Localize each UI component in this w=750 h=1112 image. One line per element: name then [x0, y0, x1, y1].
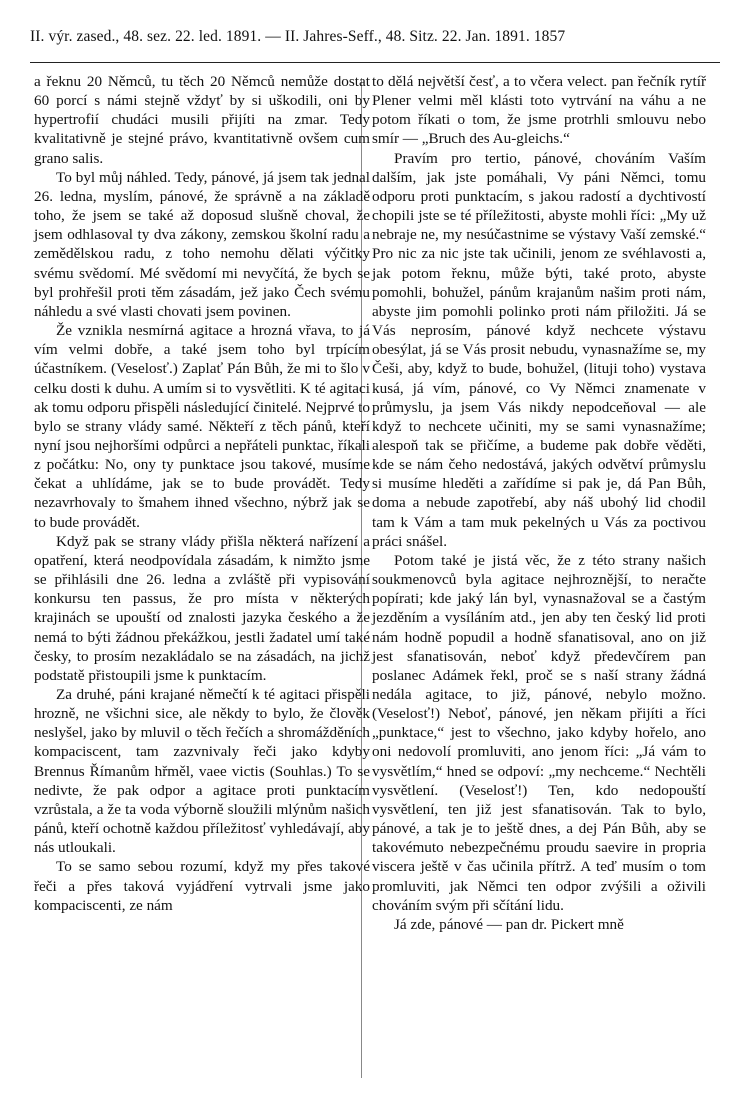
paragraph: Že vznikla nesmírná agitace a hrozná vřava, to já vím velmi dobře, a také jsem toho byl trpícím účastníkem. (Veselosť.) Zaplať Pán Bůh, že mi to šlo v celku dosti k duhu. A umím si to vysvětliti. K té agitaci ak tomu odporu přispěli následující činitelé. Nejprvé to bylo se strany vlády samé. Někteří z těch pánů, kteří nyní jsou nejhoršími odpůrci a nepřáteli punktac, říkali z počátku: No, ony ty punktace jsou takové, musíme čekat a uhlídáme, jak se to bude provádět. Tedy nezavrhovaly to šmahem ihned všechno, nýbrž jak se to bude provádět. — [34, 322, 370, 531]
paragraph: Za druhé, páni krajané němečtí k té agitaci přispěli hrozně, ne všichni sice, ale někdy to bylo, že člověk neslyšel, jako by mluvil o těch řečích a shromážděních kompaciscent, tam zazvnivaly řeči jako kdyby Brennus Římanům hřměl, vaee victis (Souhlas.) To se nedivte, že pak odpor a agitace proti punktacím vzrůstala, a že ta voda výborně sloužili mlýnům našich pánů, kteří ochotně každou příležitosť vyhledávají, aby nás utloukali. — [34, 686, 370, 857]
paragraph: Potom také je jistá věc, že z této strany našich soukmenovců byla agitace nejhroznější, to neračte popírati; kde jaký lán byl, vynasnažoval se a častým jezděním a vysíláním atd., jen aby ten český lid proti nám hodně popudil a hodně sfanatisoval, ano on již jest sfanatisován, neboť když předevčírem pan poslanec Adámek řekl, proč se s naší strany žádná nedála agitace, to již, pánové, nebylo možno. (Veselosť!) Neboť, pánové, jen někam přijíti a říci „punktace,“ jest to všechno, jako kdyby hořelo, ano oni nedovolí promluviti, ano jenom říci: „Já vám to vysvětlím,“ hned se odpoví: „my nechceme.“ Nechtěli vysvětlení. (Veselosť!) Ten, kdo nedopouští vysvětlení, ten již jest sfanatisován. Tak to bylo, pánové, a tak je to ještě dnes, a dej Pán Bůh, aby se takovémuto nebezpečnému proudu saevire in propria viscera ještě v čas učinila přítrž. A teď musím o tom promluviti, jak Němci ten odpor zvýšili a oživili chováním svým při sčítání lidu. — [372, 551, 706, 914]
paragraph: To byl můj náhled. Tedy, pánové, já jsem tak jednal 26. ledna, myslím, pánové, že správně a na základě toho, že jsem se také až doposud slušně choval, že jsem odhlasoval ty dva zákony, zemskou školní radu a zemědělskou radu, z toho nemohu dělati výčitky svému svědomí. Mé svědomí mi nevyčítá, že bych se byl prohřešil proti těm zásadám, jež jako Čech svému náhledu a své vlasti chovati jsem povinen. — [34, 168, 370, 320]
running-head: II. výr. zased., 48. sez. 22. led. 1891. — II. Jahres-Seff., 48. Sitz. 22. Jan. 1891. 1857 — [30, 28, 566, 45]
right-column — [372, 72, 706, 934]
page-header — [30, 28, 720, 63]
paragraph: to dělá největší česť, a to včera velect. pan řečník rytíř Plener velmi měl klásti toto vytrvání na váhu a ne potom říkati o tom, že jsme protrhli smlouvu nebo smír — „Bruch des Au-gleichs.“ — [372, 73, 706, 148]
paragraph: Když pak se strany vlády přišla některá nařízení a opatření, která neodpovídala zásadám, k nimžto jsme se přihlásili dne 26. ledna a zvláště při vypisování konkursu ten passus, že pro místa v některých krajinách se upouští od znalosti jazyka českého a že nemá to býti žádnou překážkou, jestli žadatel umí také česky, to prosím nezakládalo se na zásadách, na jichž podstatě přistoupili jsme k punktacím. — [34, 532, 370, 684]
paragraph: a řeknu 20 Němců, tu těch 20 Němců nemůže dostat 60 porcí s námi stejně vždyť by si uškodili, oni by hypertrofií chudáci musili přijíti na zmar. Tedy kvalitativně je stejné právo, kvantitativně ovšem cum grano salis. — [34, 73, 370, 167]
paragraph: To se samo sebou rozumí, když my přes takové řeči a přes taková vyjádření vytrvali jsme jako kompaciscenti, ze nám — [34, 858, 370, 914]
paragraph: Pravím pro tertio, pánové, chováním Vaším dalším, jak jste pomáhali, Vy páni Němci, tomu odporu proti punktacím, s jakou radostí a dychtivostí chopili jste se té příležitosti, abyste mohli říci: „My už nebraje ne, my nesúčastnime se výstavy Vaší zemské.“ Pro nic za nic jste tak učinili, jenom ze svéhlavosti a, jak potom řeknu, může býti, také proto, abyste pomohli, bohužel, pánům krajanům našim proti nám, abyste jim pomohli polinko proti nám přiložiti. Já se Vás neprosím, pánové když nechcete výstavu obesýlat, já se Vás prosit nebudu, vynasnažíme se, my Češi, aby, když to bude, bohužel, (lituji toho) vystava kusá, já vím, pánové, co Vy Němci znamenate v průmyslu, ja jsem Vás nikdy nepodceňoval — ale když to nechcete učiniti, my se sami vynasnažíme; alespoň tak se přičíme, a budeme pak dobře věděti, kde se nám čeho nedostává, jakých odvětví průmyslu si musíme hleděti a zařídíme si pak je, dá Pan Bůh, doma a nebude zapotřebí, aby náš ubohý lid chodil tam k Vám a tam muk pekelných u Vás za poctivou práci snášel. — [372, 149, 706, 550]
left-column — [34, 72, 370, 915]
paragraph: Já zde, pánové — pan dr. Pickert mně — [394, 915, 624, 933]
